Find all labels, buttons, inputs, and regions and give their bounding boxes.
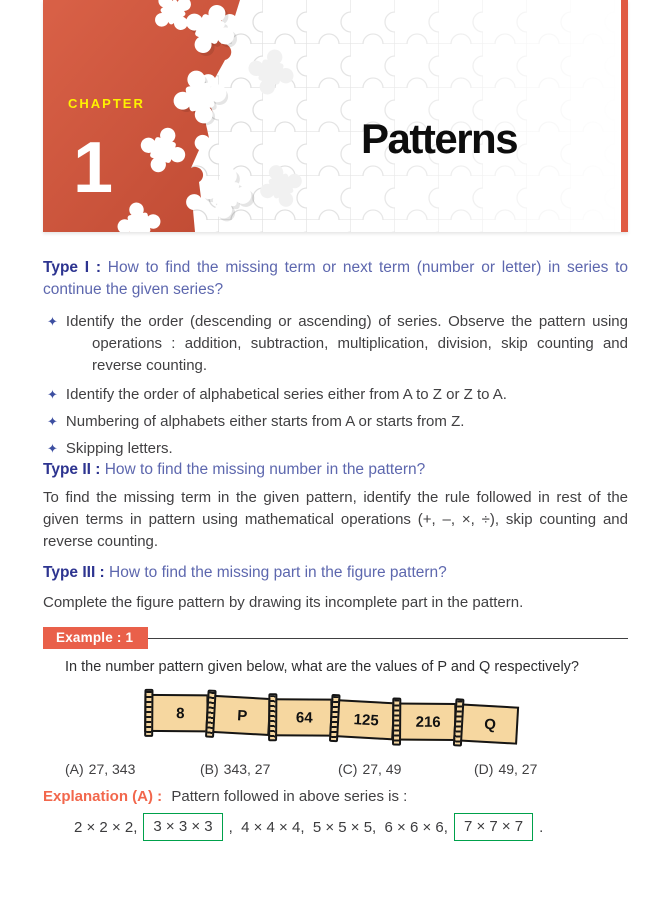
answer-box: 7 × 7 × 7 [454, 813, 533, 841]
type1-label: Type I : [43, 259, 102, 276]
option-label: (A) [65, 761, 84, 777]
option-label: (D) [474, 761, 494, 777]
scroll-banner [205, 695, 271, 737]
scroll-value: Q [483, 715, 497, 733]
option-item [338, 761, 401, 777]
chapter-banner-art [43, 0, 628, 232]
bullet-item [43, 411, 628, 433]
type1-heading [43, 257, 628, 301]
scroll-roll-icon [205, 690, 217, 738]
scroll-banner [453, 703, 519, 745]
scroll-banner [268, 698, 332, 736]
chapter-header-banner [43, 0, 628, 232]
example-banner: Example : 1 [43, 627, 148, 649]
scroll-banner [329, 699, 395, 741]
bullet-star-icon: ✦ [47, 414, 58, 429]
option-item [474, 761, 537, 777]
option-value: 27, 343 [88, 761, 136, 777]
scroll-value: 125 [353, 710, 380, 730]
option-label: (C) [338, 761, 358, 777]
type2-heading [43, 459, 628, 481]
bullet-item [43, 311, 628, 377]
answer-box: 3 × 3 × 3 [143, 813, 222, 841]
bullet-star-icon: ✦ [47, 441, 58, 456]
scroll-value: 216 [415, 713, 441, 731]
type1-question: How to find the missing term or next term (number or letter) in series to continue the given series? [43, 259, 629, 298]
pattern-math-expression [74, 813, 543, 841]
scroll-roll-icon [329, 694, 341, 742]
page-title: Patterns [361, 115, 518, 162]
option-value: 49, 27 [498, 761, 538, 777]
option-value: 343, 27 [223, 761, 271, 777]
type3-question: How to find the missing part in the figure pattern? [109, 564, 447, 581]
explanation-text: Pattern followed in above series is : [171, 788, 408, 805]
bullet-text: Identify the order (descending or ascending) of series. Observe the pattern using operations : addition, subtraction, multiplication, division, skip counting and reverse counting. [65, 313, 628, 374]
scroll-value: 8 [176, 704, 185, 722]
type2-question: How to find the missing number in the pattern? [104, 461, 426, 478]
math-segment: , 4 × 4 × 4, 5 × 5 × 5, 6 × 6 × 6, [228, 818, 448, 836]
bullet-star-icon: ✦ [47, 387, 58, 402]
scroll-value: 64 [295, 708, 313, 727]
bullet-item [43, 438, 628, 460]
scroll-roll-icon [453, 698, 465, 746]
math-segment: . [539, 818, 544, 836]
bullet-item [43, 384, 628, 406]
scroll-banner [392, 703, 456, 741]
scroll-roll-icon [268, 693, 277, 741]
type2-label: Type II : [43, 461, 101, 478]
example-rule-line [148, 638, 628, 639]
option-label: (B) [200, 761, 219, 777]
bullet-text: Numbering of alphabets either starts from A or starts from Z. [65, 413, 465, 430]
explanation-label: Explanation (A) : [43, 788, 163, 805]
chapter-number: 1 [73, 128, 114, 208]
option-value: 27, 49 [362, 761, 402, 777]
bullet-star-icon: ✦ [47, 314, 58, 329]
bullet-text: Skipping letters. [65, 440, 173, 457]
option-item [65, 761, 135, 777]
type2-body: To find the missing term in the given pattern, identify the rule followed in rest of the given terms in pattern using mathematical operations (+, –, ×, ÷), skip counting and reverse counting. [43, 489, 628, 550]
scroll-roll-icon [144, 689, 153, 737]
example-banner-row [43, 627, 628, 649]
type3-body: Complete the figure pattern by drawing its incomplete part in the pattern. [43, 594, 524, 611]
type3-label: Type III : [43, 564, 105, 581]
scroll-value: P [236, 706, 248, 725]
options-row [43, 761, 628, 781]
bullet-text: Identify the order of alphabetical series either from A to Z or Z to A. [65, 386, 507, 403]
scroll-banner [144, 694, 208, 732]
number-pattern-scrolls [144, 693, 517, 744]
option-item [200, 761, 270, 777]
accent-stripe [621, 0, 628, 232]
example-question: In the number pattern given below, what are the values of P and Q respectively? [65, 659, 579, 675]
type3-heading [43, 562, 628, 584]
math-segment: 2 × 2 × 2, [74, 818, 138, 836]
chapter-label: CHAPTER [68, 96, 145, 111]
scroll-roll-icon [392, 698, 401, 746]
explanation-line [43, 788, 628, 805]
